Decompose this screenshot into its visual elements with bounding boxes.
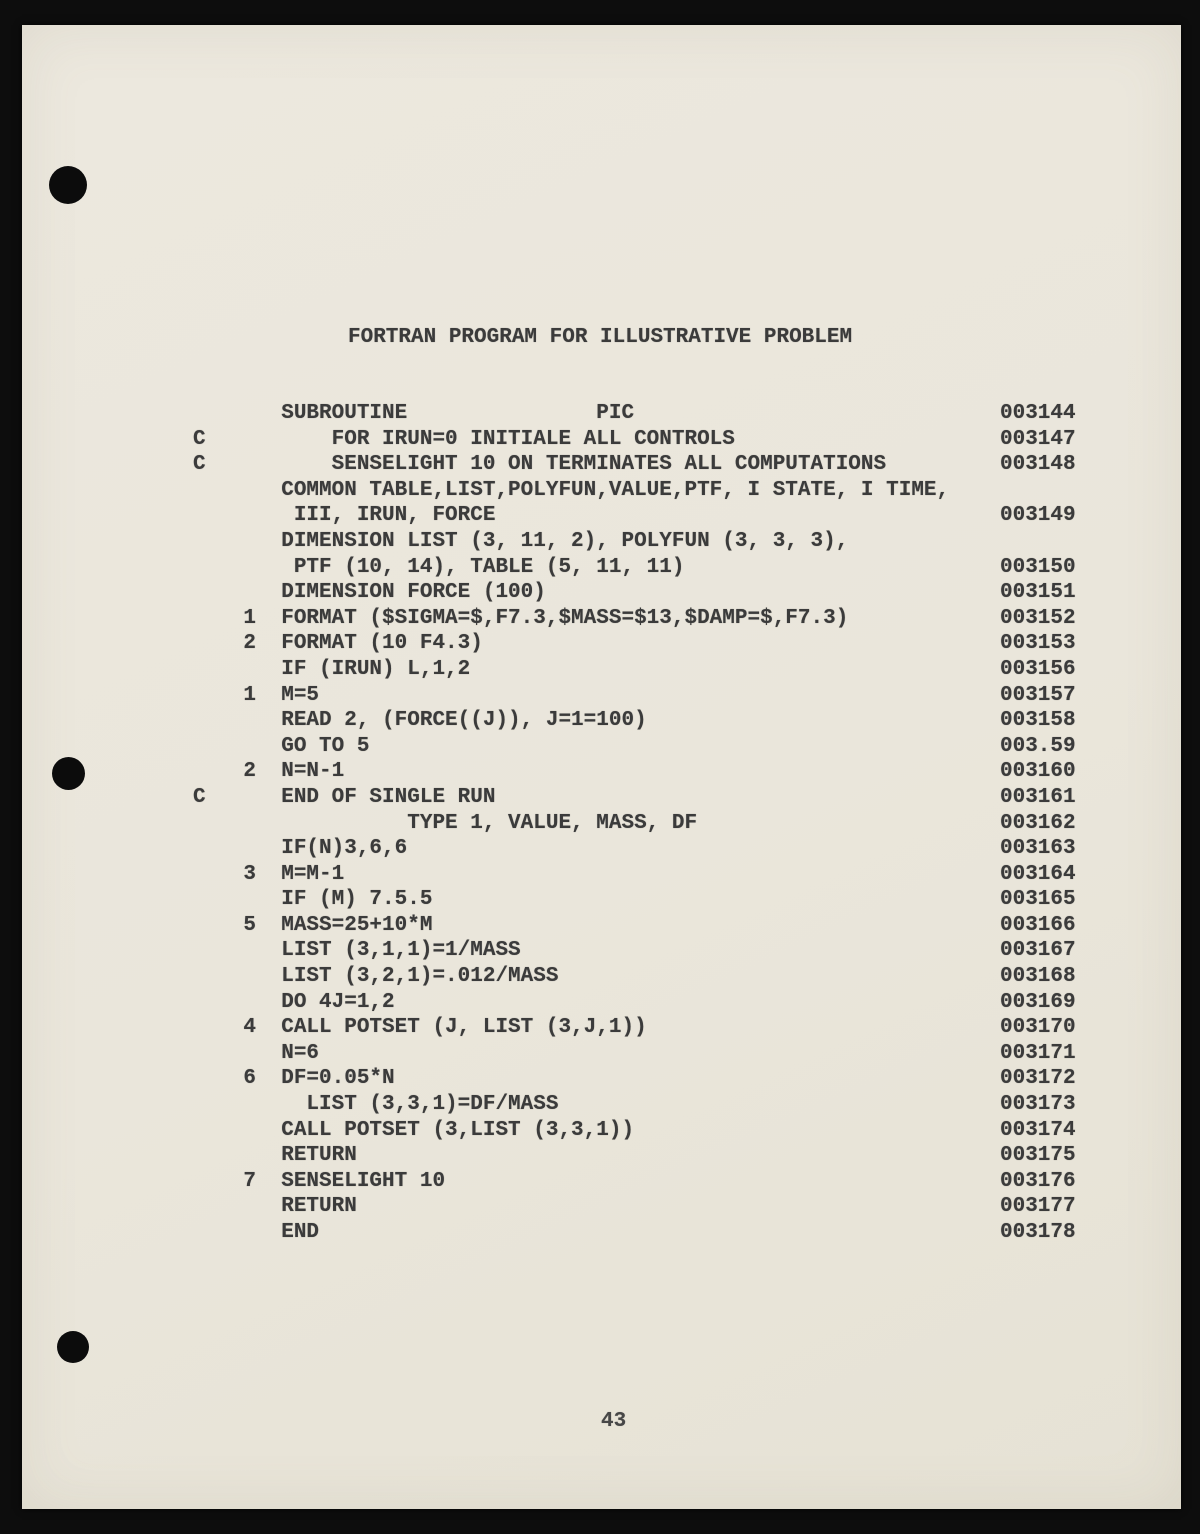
code-line — [22, 657, 1181, 683]
code-line — [22, 631, 1181, 657]
sequence-number: 003150 — [1000, 555, 1076, 579]
code-line — [22, 1169, 1181, 1195]
sequence-number: 003161 — [1000, 785, 1076, 809]
code-line — [22, 529, 1181, 555]
sequence-number: 003165 — [1000, 888, 1076, 912]
code-line-text: LIST (3,3,1)=DF/MASS — [193, 1093, 559, 1117]
code-line — [22, 759, 1181, 785]
code-line-text: N=6 — [193, 1041, 320, 1065]
code-line-text: LIST (3,2,1)=.012/MASS — [193, 965, 559, 989]
code-line-text: 2 N=N-1 — [193, 760, 345, 784]
code-line-text: TYPE 1, VALUE, MASS, DF — [193, 811, 698, 835]
sequence-number: 003169 — [1000, 990, 1076, 1014]
code-line — [22, 427, 1181, 453]
sequence-number: 003162 — [1000, 811, 1076, 835]
code-line — [22, 938, 1181, 964]
code-line — [22, 503, 1181, 529]
sequence-number: 003177 — [1000, 1195, 1076, 1219]
sequence-number: 003167 — [1000, 939, 1076, 963]
sequence-number: 003151 — [1000, 581, 1076, 605]
sequence-number: 003148 — [1000, 453, 1076, 477]
code-line-text: C SENSELIGHT 10 ON TERMINATES ALL COMPUTATIONS — [193, 453, 887, 477]
code-line-text: COMMON TABLE,LIST,POLYFUN,VALUE,PTF, I STATE, I TIME, — [193, 478, 950, 502]
code-line-text: READ 2, (FORCE((J)), J=1=100) — [193, 709, 647, 733]
sequence-number: 003166 — [1000, 913, 1076, 937]
code-line-text: III, IRUN, FORCE — [193, 504, 496, 528]
code-line — [22, 401, 1181, 427]
code-line — [22, 580, 1181, 606]
code-line — [22, 683, 1181, 709]
sequence-number: 003172 — [1000, 1067, 1076, 1091]
punch-hole-bottom — [57, 1331, 89, 1363]
code-line — [22, 1143, 1181, 1169]
sequence-number: 003.59 — [1000, 734, 1076, 758]
code-line-text: RETURN — [193, 1195, 357, 1219]
code-line — [22, 478, 1181, 504]
sequence-number: 003144 — [1000, 402, 1076, 425]
sequence-number: 003175 — [1000, 1144, 1076, 1168]
sequence-number: 003153 — [1000, 632, 1076, 656]
document-title: FORTRAN PROGRAM FOR ILLUSTRATIVE PROBLEM — [348, 326, 853, 349]
code-line — [22, 964, 1181, 990]
code-line-text: END — [193, 1221, 320, 1244]
code-line — [22, 990, 1181, 1016]
code-line-text: C FOR IRUN=0 INITIALE ALL CONTROLS — [193, 427, 735, 451]
sequence-number: 003152 — [1000, 606, 1076, 630]
code-line-text: IF (IRUN) L,1,2 — [193, 657, 471, 681]
code-line — [22, 1041, 1181, 1067]
code-line-text: 6 DF=0.05*N — [193, 1067, 395, 1091]
code-listing — [22, 401, 1181, 1246]
code-line — [22, 862, 1181, 888]
code-line — [22, 606, 1181, 632]
code-line — [22, 555, 1181, 581]
code-line — [22, 1015, 1181, 1041]
sequence-number: 003163 — [1000, 837, 1076, 861]
code-line-text: 4 CALL POTSET (J, LIST (3,J,1)) — [193, 1016, 647, 1040]
sequence-number: 003174 — [1000, 1118, 1076, 1142]
code-line — [22, 734, 1181, 760]
code-line-text: CALL POTSET (3,LIST (3,3,1)) — [193, 1118, 635, 1142]
sequence-number: 003164 — [1000, 862, 1076, 886]
code-line-text: SUBROUTINE PIC — [193, 402, 635, 425]
code-line-text: IF(N)3,6,6 — [193, 837, 408, 861]
code-line-text: GO TO 5 — [193, 734, 370, 758]
code-line — [22, 1118, 1181, 1144]
sequence-number: 003170 — [1000, 1016, 1076, 1040]
sequence-number: 003158 — [1000, 709, 1076, 733]
code-line — [22, 452, 1181, 478]
code-line-text: LIST (3,1,1)=1/MASS — [193, 939, 521, 963]
sequence-number: 003156 — [1000, 657, 1076, 681]
code-line-text: 7 SENSELIGHT 10 — [193, 1169, 446, 1193]
sequence-number: 003176 — [1000, 1169, 1076, 1193]
sequence-number: 003157 — [1000, 683, 1076, 707]
code-line — [22, 887, 1181, 913]
code-line — [22, 1092, 1181, 1118]
code-line — [22, 811, 1181, 837]
punch-hole-top — [49, 166, 87, 204]
sequence-number: 003171 — [1000, 1041, 1076, 1065]
sequence-number: 003149 — [1000, 504, 1076, 528]
code-line — [22, 913, 1181, 939]
code-line-text: RETURN — [193, 1144, 357, 1168]
code-line-text: C END OF SINGLE RUN — [193, 785, 496, 809]
code-line-text: 5 MASS=25+10*M — [193, 913, 433, 937]
code-line — [22, 785, 1181, 811]
code-line-text: DO 4J=1,2 — [193, 990, 395, 1014]
code-line-text: 1 FORMAT ($SIGMA=$,F7.3,$MASS=$13,$DAMP=$,F7.3) — [193, 606, 849, 630]
code-line-text: 1 M=5 — [193, 683, 320, 707]
sequence-number: 003160 — [1000, 760, 1076, 784]
page-number: 43 — [601, 1410, 627, 1433]
sequence-number: 003168 — [1000, 965, 1076, 989]
code-line-text: IF (M) 7.5.5 — [193, 888, 433, 912]
code-line — [22, 836, 1181, 862]
code-line-text: 2 FORMAT (10 F4.3) — [193, 632, 483, 656]
code-line — [22, 708, 1181, 734]
code-line — [22, 1220, 1181, 1246]
sequence-number: 003178 — [1000, 1221, 1076, 1244]
sequence-number: 003147 — [1000, 427, 1076, 451]
code-line-text: DIMENSION FORCE (100) — [193, 581, 546, 605]
code-line-text: DIMENSION LIST (3, 11, 2), POLYFUN (3, 3, 3), — [193, 529, 849, 553]
code-line-text: 3 M=M-1 — [193, 862, 345, 886]
paper-sheet — [22, 25, 1181, 1509]
code-line — [22, 1066, 1181, 1092]
code-line — [22, 1194, 1181, 1220]
code-line-text: PTF (10, 14), TABLE (5, 11, 11) — [193, 555, 685, 579]
sequence-number: 003173 — [1000, 1093, 1076, 1117]
